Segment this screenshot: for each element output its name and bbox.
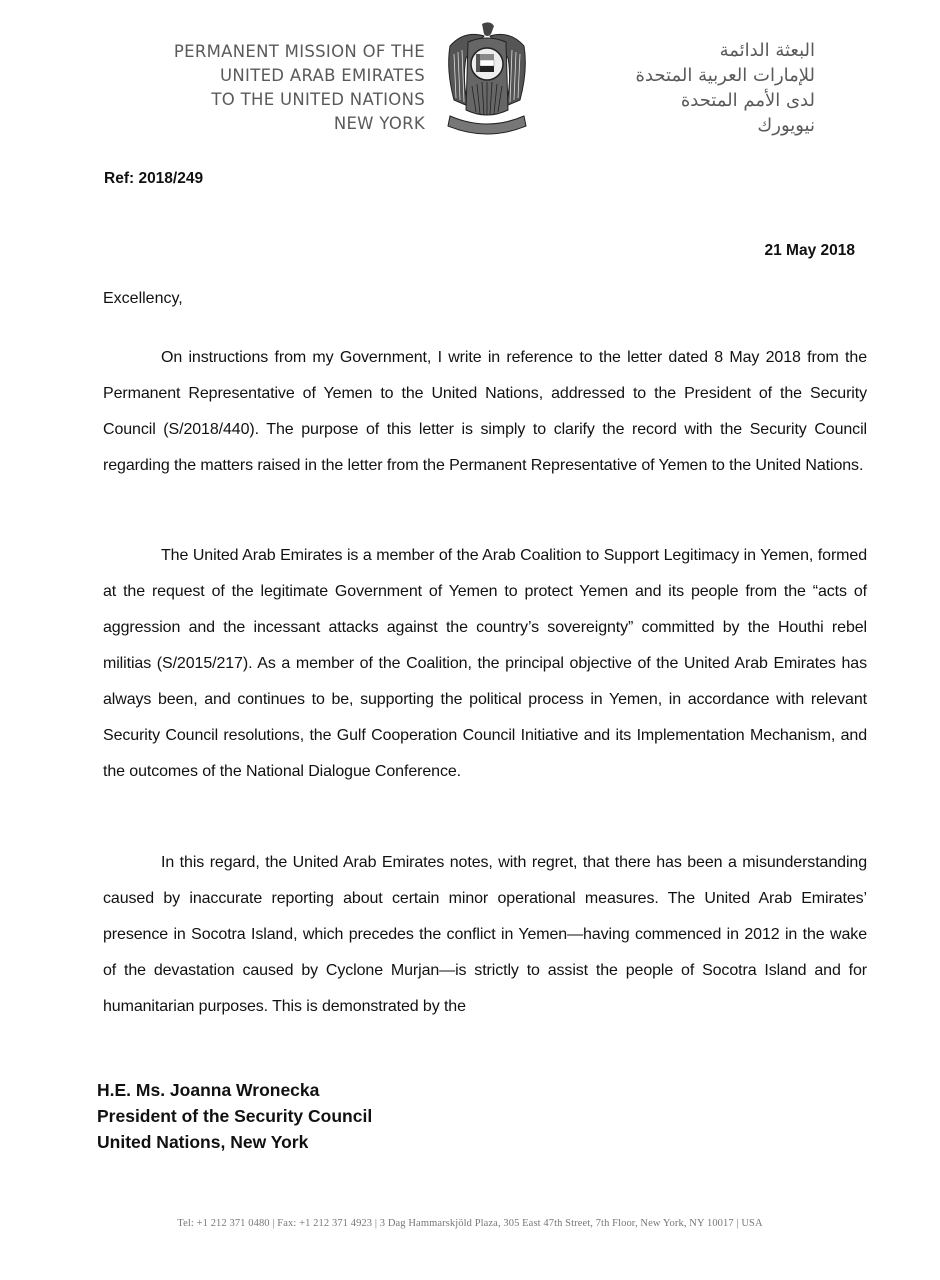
addressee-organization: United Nations, New York (97, 1132, 309, 1152)
paragraph (103, 538, 867, 790)
paragraph (103, 845, 867, 1025)
letter-date: 21 May 2018 (764, 242, 855, 259)
letterhead-line: نيويورك (757, 115, 815, 136)
addressee-block (97, 1077, 372, 1155)
footer-contact-info: Tel: +1 212 371 0480 | Fax: +1 212 371 4923 | 3 Dag Hammarskjöld Plaza, 305 East 47th Street, 7th Floor, New York, NY 10017 | USA (177, 1218, 763, 1229)
paragraph-text: In this regard, the United Arab Emirates notes, with regret, that there has been a misunderstanding caused by inaccurate reporting about certain minor operational measures. The United Arab Emirates’ presence in Socotra Island, which precedes the conflict in Yemen—having commenced in 2012 in the wake of the devastation caused by Cyclone Murjan—is strictly to assist the people of Socotra Island and for humanitarian purposes. This is demonstrated by the (103, 854, 867, 1015)
letterhead-english (174, 40, 425, 136)
paragraph (103, 340, 867, 484)
letterhead-line: للإمارات العربية المتحدة (635, 65, 815, 86)
letterhead-line: لدى الأمم المتحدة (680, 90, 815, 111)
letterhead-line: UNITED ARAB EMIRATES (220, 66, 425, 85)
letterhead-line: البعثة الدائمة (719, 40, 815, 61)
letterhead-line: TO THE UNITED NATIONS (211, 90, 425, 109)
letterhead-line: PERMANENT MISSION OF THE (173, 42, 425, 61)
paragraph-text: On instructions from my Government, I write in reference to the letter dated 8 May 2018 from the Permanent Representative of Yemen to the United Nations, addressed to the President of the Security Council (S/2018/440). The purpose of this letter is simply to clarify the record with the Security Council regarding the matters raised in the letter from the Permanent Representative of Yemen to the United Nations. (103, 349, 867, 474)
paragraph-text: The United Arab Emirates is a member of the Arab Coalition to Support Legitimacy in Yemen, formed at the request of the legitimate Government of Yemen to protect Yemen and its people from the “acts of aggression and the incessant attacks against the country’s sovereignty” committed by the Houthi rebel militias (S/2015/217). As a member of the Coalition, the principal objective of the United Arab Emirates has always been, and continues to be, supporting the political process in Yemen, in accordance with relevant Security Council resolutions, the Gulf Cooperation Council Initiative and its Implementation Mechanism, and the outcomes of the National Dialogue Conference. (103, 547, 867, 780)
reference-number: Ref: 2018/249 (104, 170, 204, 187)
letterhead-arabic (545, 38, 815, 138)
addressee-title: President of the Security Council (97, 1106, 373, 1126)
letterhead-line: NEW YORK (333, 114, 425, 133)
addressee-name: H.E. Ms. Joanna Wronecka (97, 1080, 320, 1100)
uae-falcon-emblem-icon (444, 20, 530, 140)
salutation: Excellency, (103, 290, 183, 307)
